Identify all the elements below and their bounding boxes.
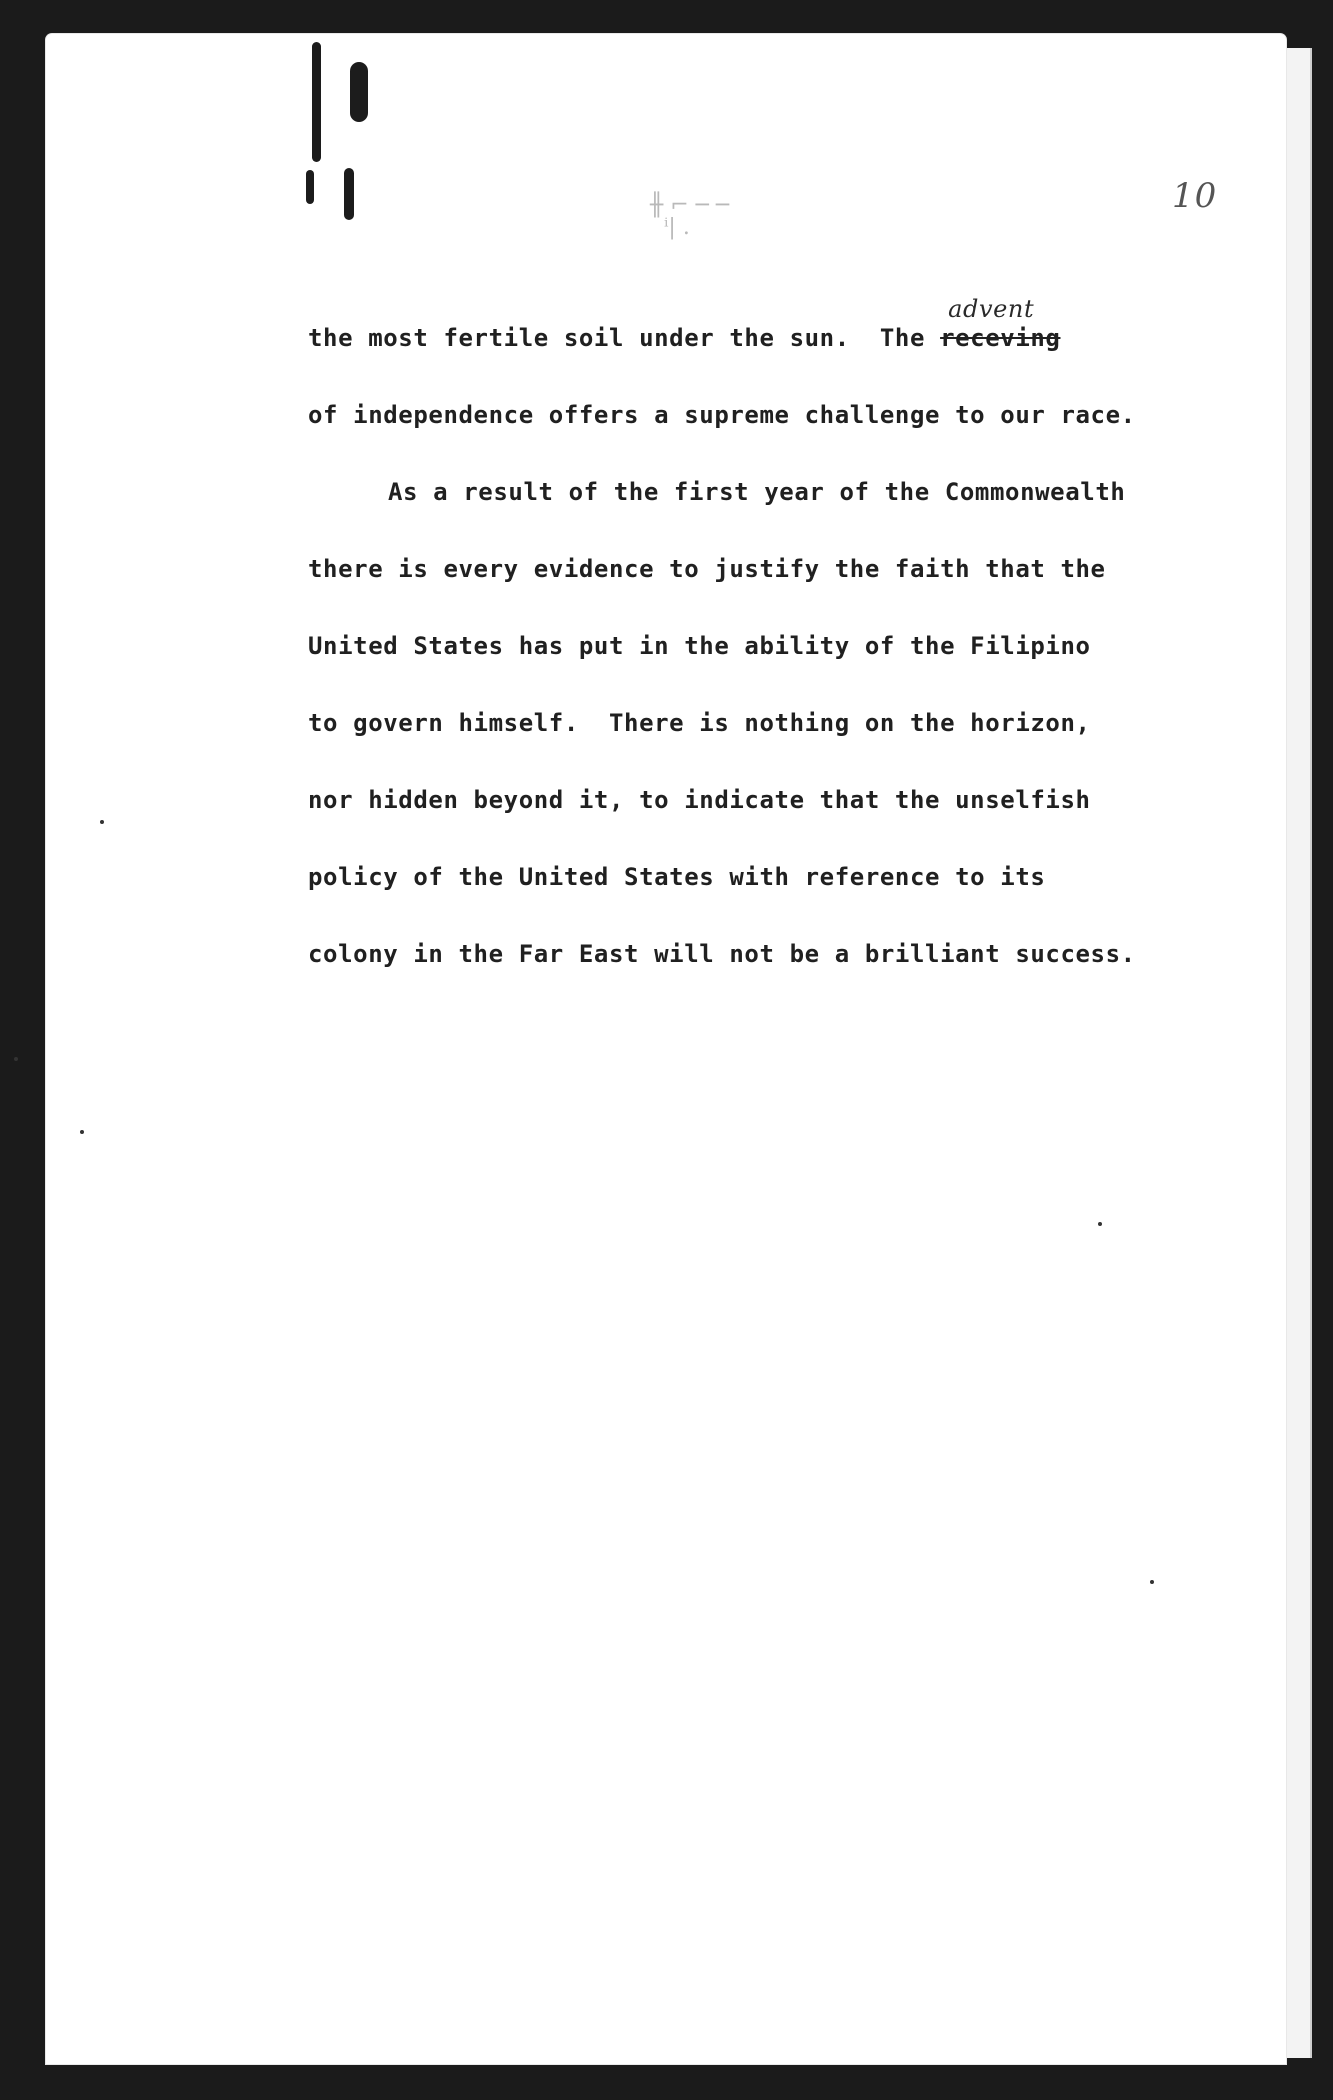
text-line <box>308 295 1208 377</box>
handwritten-insert: advent <box>948 295 1035 323</box>
document-body <box>308 295 1208 993</box>
dust-speck <box>1098 1222 1102 1226</box>
ink-blot <box>350 62 368 122</box>
text-line: nor hidden beyond it, to indicate that the unselfish <box>308 786 1091 814</box>
text-line: colony in the Far East will not be a brilliant success. <box>308 940 1136 968</box>
dust-speck <box>80 1130 84 1134</box>
text-line: to govern himself. There is nothing on the horizon, <box>308 709 1091 737</box>
ink-blot <box>344 168 354 220</box>
text-line: policy of the United States with reference to its <box>308 863 1046 891</box>
text-line: As a result of the first year of the Commonwealth <box>388 478 1126 506</box>
dust-speck <box>100 820 104 824</box>
text-line: there is every evidence to justify the faith that the <box>308 555 1106 583</box>
text-line: United States has put in the ability of the Filipino <box>308 632 1091 660</box>
struck-word: advent receving <box>940 295 1061 352</box>
page-number: 10 <box>1172 176 1218 216</box>
ink-blot <box>306 170 314 204</box>
faint-smudge: ╫ ⌐ ─ ─ ⁱ| . <box>650 193 730 240</box>
dust-speck <box>1150 1580 1154 1584</box>
dust-speck <box>14 1057 18 1061</box>
line-text: the most fertile soil under the sun. The <box>308 324 941 352</box>
ink-blot <box>312 42 321 162</box>
text-line: of independence offers a supreme challenge to our race. <box>308 401 1136 429</box>
